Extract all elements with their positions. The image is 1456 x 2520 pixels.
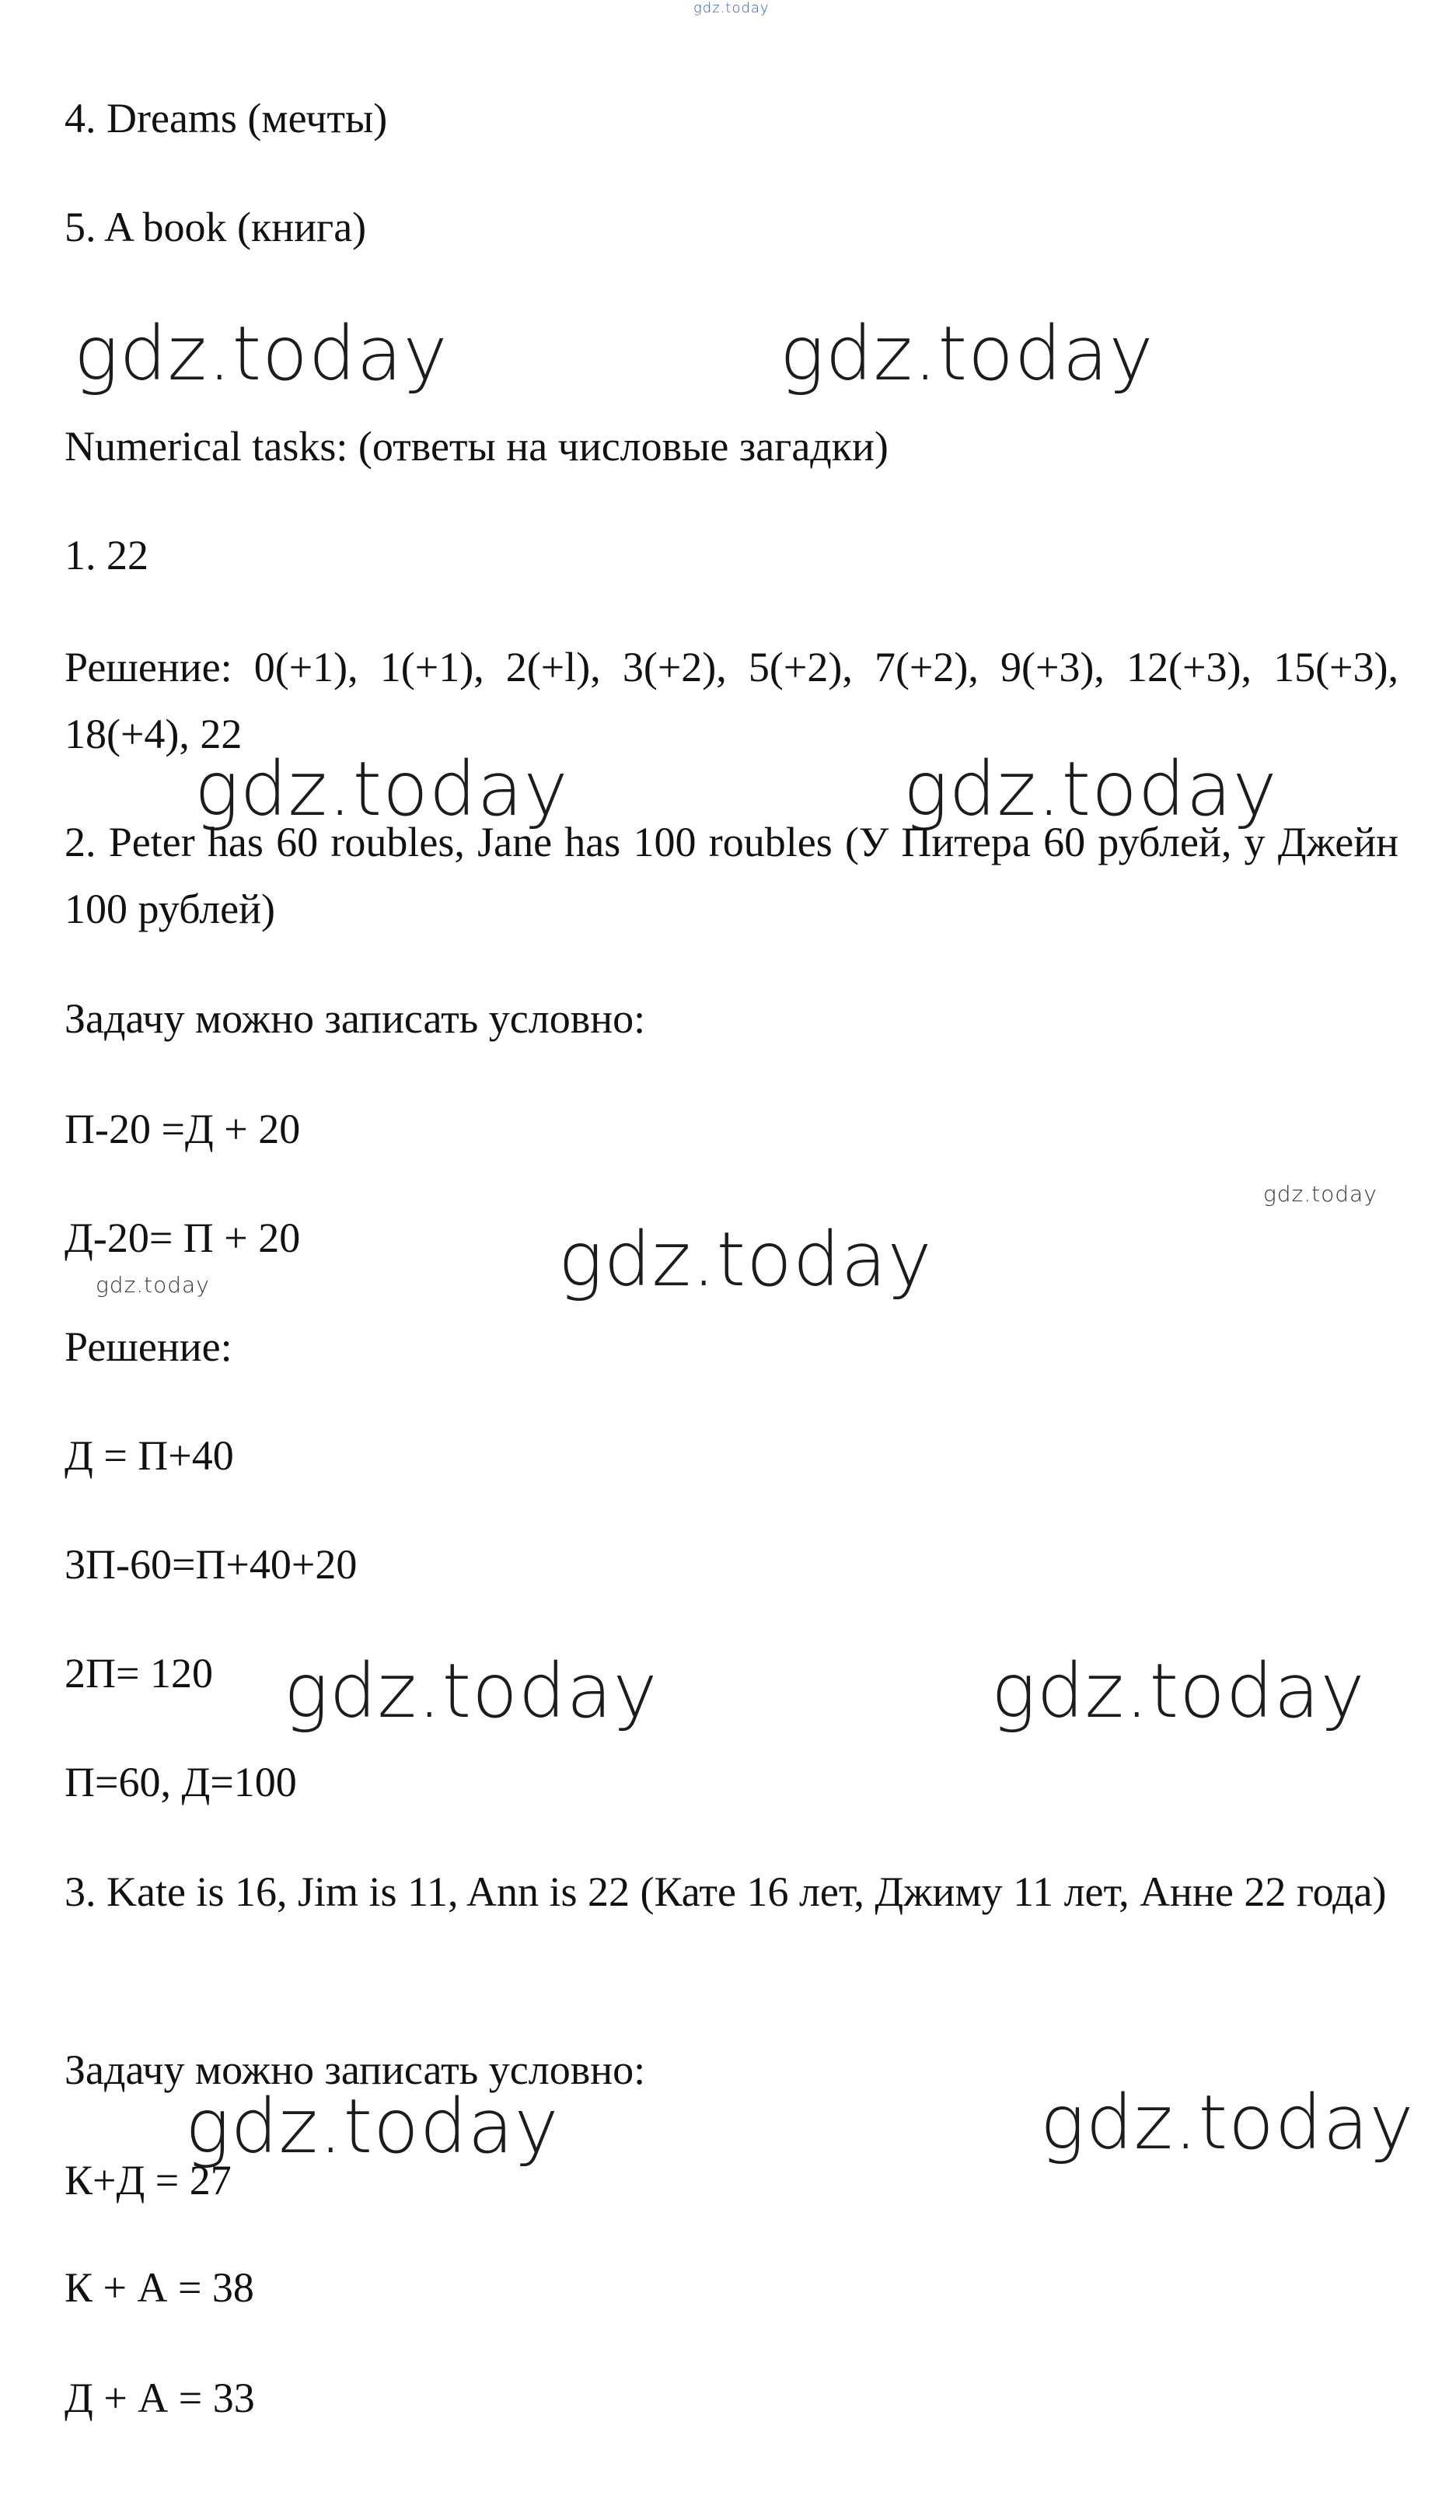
task1-solution: Решение: 0(+1), 1(+1), 2(+l), 3(+2), 5(+2), 7(+2), 9(+3), 12(+3), 15(+3), 18(+4), 22 [65,644,1398,757]
watermark-small: gdz.today [1263,1181,1377,1207]
task2-step-2: 3П-60=П+40+20 [65,1541,358,1588]
watermark-small: gdz.today [96,1272,210,1298]
watermark: gdz.today [194,746,569,833]
task3-equation-2: К + А = 38 [65,2264,254,2311]
task2-result: П=60, Д=100 [65,1759,297,1805]
task2-answer: 2. Peter has 60 roubles, Jane has 100 roubles (У Питера 60 рублей, у Джейн 100 рублей) [65,819,1398,932]
watermark: gdz.today [74,310,449,397]
task3-answer: 3. Kate is 16, Jim is 11, Ann is 22 (Кате 16 лет, Джиму 11 лет, Анне 22 года) [65,1868,1387,1915]
task2-equation-2: Д-20= П + 20 [65,1215,301,1261]
task3-equation-1: К+Д = 27 [65,2157,232,2204]
task3-intro: Задачу можно записать условно: [65,2046,646,2093]
watermark: gdz.today [780,310,1154,397]
watermark: gdz.today [903,746,1278,833]
task2-step-1: Д = П+40 [65,1432,234,1479]
watermark: gdz.today [991,1648,1366,1735]
watermark: gdz.today [284,1648,658,1735]
answer-line-book: 5. A book (книга) [65,204,367,250]
task2-intro: Задачу можно записать условно: [65,995,646,1042]
task2-equation-1: П-20 =Д + 20 [65,1106,301,1152]
watermark: gdz.today [558,1216,933,1303]
watermark-top-tiny: gdz.today [693,0,770,16]
answer-line-dreams: 4. Dreams (мечты) [65,95,388,142]
task2-solution-label: Решение: [65,1323,232,1370]
watermark: gdz.today [1040,2079,1415,2166]
task1-answer: 1. 22 [65,532,148,578]
task2-step-3: 2П= 120 [65,1650,213,1697]
section-heading-numerical-tasks: Numerical tasks: (ответы на числовые загадки) [65,423,889,470]
task3-equation-3: Д + А = 33 [65,2375,255,2421]
watermark: gdz.today [185,2083,560,2170]
